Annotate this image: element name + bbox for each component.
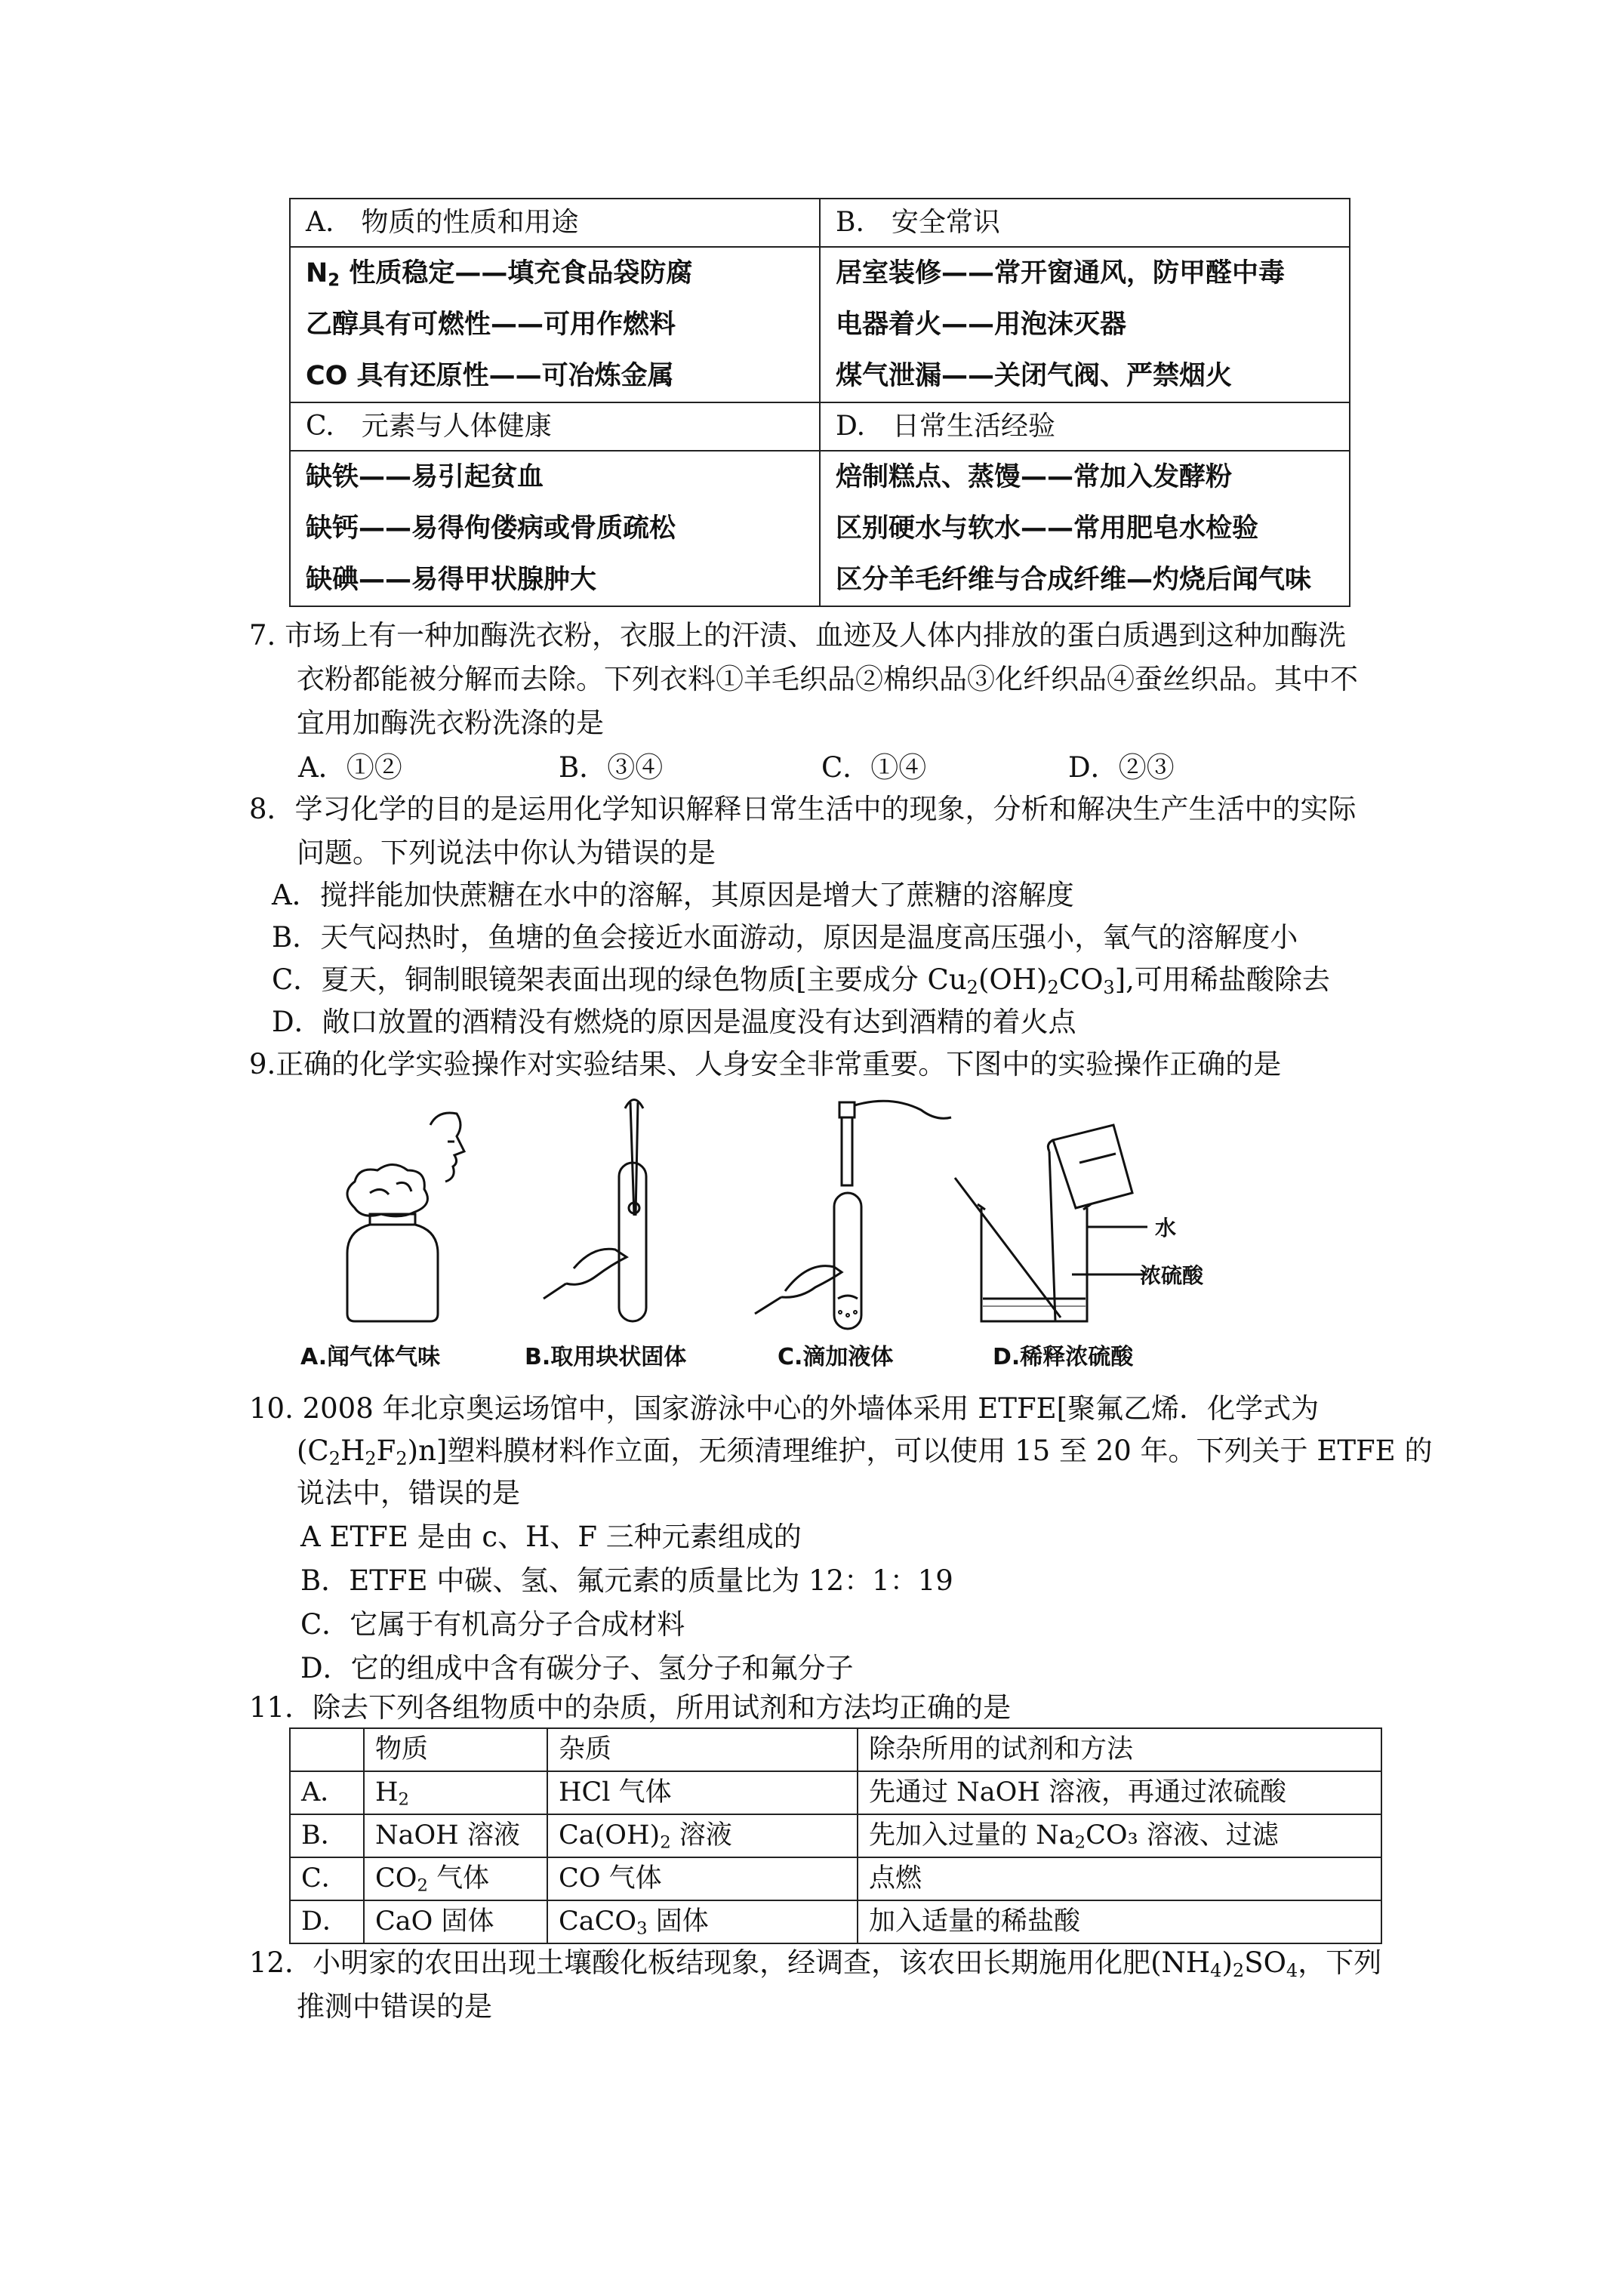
q12-line-2: 推测中错误的是 xyxy=(297,1990,492,2023)
q6-a-line-3: CO 具有还原性——可冶炼金属 xyxy=(306,361,674,391)
q6-a-header: A. 物质的性质和用途 xyxy=(290,199,820,247)
q11-row-a-method: 先通过 NaOH 溶液，再通过浓硫酸 xyxy=(858,1771,1381,1814)
q11-row-c-method: 点燃 xyxy=(858,1857,1381,1900)
q11-row-a-impurity: HCl 气体 xyxy=(547,1771,858,1814)
q6-c-line-2: 缺钙——易得佝偻病或骨质疏松 xyxy=(306,513,676,544)
q11-row-d-method: 加入适量的稀盐酸 xyxy=(858,1900,1381,1943)
q9-figure xyxy=(294,1095,1404,1389)
q6-b-body xyxy=(820,247,1350,402)
q6-d-line-1: 焙制糕点、蒸馒——常加入发酵粉 xyxy=(836,462,1233,492)
q11-row-a-substance: $H_2$ xyxy=(364,1771,547,1814)
q6-a-line-1: $N_2$ 性质稳定——填充食品袋防腐 xyxy=(306,258,693,291)
q11-row-d-option: D． xyxy=(290,1900,364,1943)
caption-a: A.闻气体气味 xyxy=(300,1344,441,1370)
q11-row-a-option: A． xyxy=(290,1771,364,1814)
q7-option-b: B．③④ xyxy=(559,751,664,784)
q6-d-body xyxy=(820,451,1350,606)
q10-line-2: $(C_2H_2F_2)n$]塑料膜材料作立面，无须清理维护，可以使用 15 至 20 年。下列关于 ETFE 的 xyxy=(297,1435,1433,1469)
q9-stem: 9.正确的化学实验操作对实验结果、人身安全非常重要。下图中的实验操作正确的是 xyxy=(249,1048,1282,1080)
q11-row-b-method: 先加入过量的 $Na_2CO_3$ 溶液、过滤 xyxy=(858,1814,1381,1857)
q6-c-body xyxy=(290,451,820,606)
q6-b-line-3: 煤气泄漏——关闭气阀、严禁烟火 xyxy=(836,361,1233,391)
q8-line-2: 问题。下列说法中你认为错误的是 xyxy=(297,837,716,869)
q10-line-1: 10. 2008 年北京奥运场馆中，国家游泳中心的外墙体采用 ETFE[聚氟乙烯．化学式为 xyxy=(249,1392,1320,1425)
q9-illustrations xyxy=(294,1095,1404,1336)
q6-b-header: B. 安全常识 xyxy=(820,199,1350,247)
q11-row-c-impurity: CO 气体 xyxy=(547,1857,858,1900)
q7-line-1: 7. 市场上有一种加酶洗衣粉，衣服上的汗渍、血迹及人体内排放的蛋白质遇到这种加酶洗 xyxy=(249,619,1347,652)
table-row xyxy=(290,1814,1381,1857)
dilute-acid-illustration xyxy=(955,1125,1147,1321)
q8-option-c: C．夏天，铜制眼镜架表面出现的绿色物质[主要成分 $Cu_2(OH)_2CO_3$],可用稀盐酸除去 xyxy=(272,963,1330,998)
q6-c-header: C. 元素与人体健康 xyxy=(290,402,820,451)
q11-header-impurity: 杂质 xyxy=(547,1728,858,1771)
q10-option-c: C．它属于有机高分子合成材料 xyxy=(300,1608,685,1641)
q10-option-d: D．它的组成中含有碳分子、氢分子和氟分子 xyxy=(300,1652,854,1684)
q6-options-table xyxy=(289,198,1350,607)
q8-option-a: A．搅拌能加快蔗糖在水中的溶解，其原因是增大了蔗糖的溶解度 xyxy=(272,879,1074,911)
q6-a-line-2: 乙醇具有可燃性——可用作燃料 xyxy=(306,310,676,340)
q11-header-blank xyxy=(290,1728,364,1771)
q11-row-d-impurity: CaCO$_3$ 固体 xyxy=(547,1900,858,1943)
q11-header-row xyxy=(290,1728,1381,1771)
q8-option-d: D．敞口放置的酒精没有燃烧的原因是温度没有达到酒精的着火点 xyxy=(272,1006,1076,1038)
table-row xyxy=(290,1857,1381,1900)
q11-row-c-substance: $CO_2$ 气体 xyxy=(364,1857,547,1900)
q11-row-d-substance: CaO 固体 xyxy=(364,1900,547,1943)
q7-option-c: C．①④ xyxy=(821,751,927,784)
q6-d-line-2: 区别硬水与软水——常用肥皂水检验 xyxy=(836,513,1259,544)
q11-header-method: 除杂所用的试剂和方法 xyxy=(858,1728,1381,1771)
q12-line-1: 12．小明家的农田出现土壤酸化板结现象，经调查，该农田长期施用化肥$(NH_4)_2SO_4$，下列 xyxy=(249,1946,1382,1981)
q6-a-body xyxy=(290,247,820,402)
q6-d-header: D. 日常生活经验 xyxy=(820,402,1350,451)
q7-line-2: 衣粉都能被分解而去除。下列衣料①羊毛织品②棉织品③化纤织品④蚕丝织品。其中不 xyxy=(297,663,1358,695)
label-concentrated-acid: 浓硫酸 xyxy=(1140,1263,1204,1288)
q11-header-substance: 物质 xyxy=(364,1728,547,1771)
solid-block-illustration xyxy=(544,1100,646,1322)
q11-stem: 11．除去下列各组物质中的杂质，所用试剂和方法均正确的是 xyxy=(249,1691,1012,1724)
q11-row-c-option: C． xyxy=(290,1857,364,1900)
q6-c-line-1: 缺铁——易引起贫血 xyxy=(306,462,544,492)
q10-line-3: 说法中，错误的是 xyxy=(297,1477,520,1509)
add-liquid-illustration xyxy=(755,1101,951,1329)
caption-b: B.取用块状固体 xyxy=(525,1344,687,1370)
table-row xyxy=(290,1771,1381,1814)
q11-table xyxy=(289,1727,1382,1944)
caption-d: D.稀释浓硫酸 xyxy=(993,1344,1134,1370)
q6-b-line-2: 电器着火——用泡沫灭器 xyxy=(836,310,1127,340)
q8-line-1: 8．学习化学的目的是运用化学知识解释日常生活中的现象，分析和解决生产生活中的实际 xyxy=(249,793,1357,825)
q7-line-3: 宜用加酶洗衣粉洗涤的是 xyxy=(297,707,604,739)
q8-option-b: B．天气闷热时，鱼塘的鱼会接近水面游动，原因是温度高压强小，氧气的溶解度小 xyxy=(272,921,1298,954)
q6-c-line-3: 缺碘——易得甲状腺肿大 xyxy=(306,565,597,595)
q6-b-line-1: 居室装修——常开窗通风，防甲醛中毒 xyxy=(836,258,1286,288)
q11-row-b-option: B． xyxy=(290,1814,364,1857)
table-row xyxy=(290,1900,1381,1943)
q7-option-d: D．②③ xyxy=(1068,751,1175,784)
smell-gas-illustration xyxy=(347,1113,464,1321)
q6-d-line-3: 区分羊毛纤维与合成纤维—灼烧后闻气味 xyxy=(836,565,1312,595)
q11-row-b-impurity: $Ca(OH)_2$ 溶液 xyxy=(547,1814,858,1857)
label-water: 水 xyxy=(1155,1216,1177,1240)
q11-row-b-substance: NaOH 溶液 xyxy=(364,1814,547,1857)
caption-c: C.滴加液体 xyxy=(778,1344,894,1370)
q10-option-b: B．ETFE 中碳、氢、氟元素的质量比为 12：1：19 xyxy=(300,1564,953,1597)
q7-option-a: A．①② xyxy=(298,751,402,784)
q10-option-a: A ETFE 是由 c、H、F 三种元素组成的 xyxy=(300,1521,802,1553)
